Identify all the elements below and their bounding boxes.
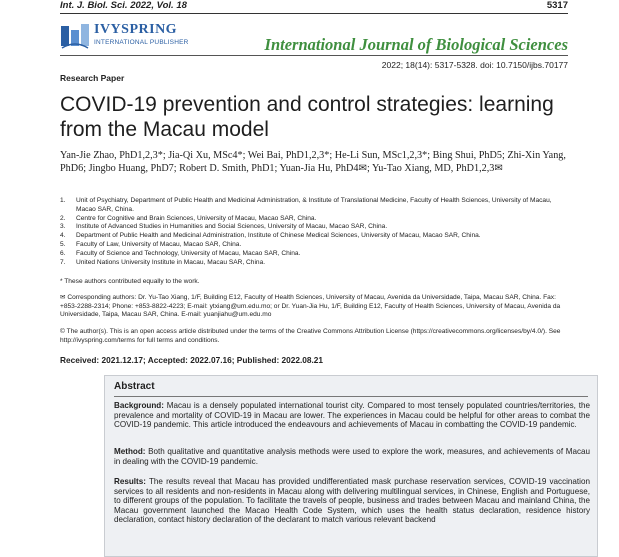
journal-reference: Int. J. Biol. Sci. 2022, Vol. 18	[60, 0, 187, 11]
publisher-subtitle: INTERNATIONAL PUBLISHER	[94, 39, 189, 46]
affiliation-item: 1. Unit of Psychiatry, Department of Public Health and Medicinal Administration, & Institute of Translational Medicine, Faculty of Health Sciences, University of Macau, Macao SAR, China.	[60, 197, 552, 213]
ivyspring-logo-icon	[60, 22, 90, 50]
affiliation-item: 7. United Nations University Institute in Macau, Macau SAR, China.	[60, 258, 266, 266]
page-number: 5317	[546, 0, 568, 11]
affiliation-item: 4. Department of Public Health and Medicinal Administration, Institute of Chinese Medical Sciences, University of Macau, Macao SAR, China.	[60, 232, 481, 240]
affiliation-list	[60, 197, 570, 267]
affiliation-item: 3. Institute of Advanced Studies in Humanities and Social Sciences, University of Macau, Macao SAR, China.	[60, 223, 388, 231]
header-rule	[60, 13, 568, 14]
journal-name: International Journal of Biological Sciences	[264, 35, 568, 54]
abstract-box	[104, 375, 598, 557]
copyright-notice: © The author(s). This is an open access article distributed under the terms of the Creative Commons Attribution License (https://creativecommons.org/licenses/by/4.0/). See http://ivyspring.com/terms for full terms and conditions.	[60, 328, 561, 344]
article-type: Research Paper	[60, 73, 125, 83]
publisher-logo	[60, 20, 190, 52]
masthead-rule	[60, 55, 568, 56]
publisher-name: IVYSPRING	[94, 22, 178, 37]
corresponding-authors: ✉ Corresponding authors: Dr. Yu-Tao Xiang, 1/F, Building E12, Faculty of Health Sciences, University of Macau, Avenida da Universidade, Taipa, Macau SAR, China. Fax: +853-2288-2314; Phone: +853-8822-4223; E-mail: ytxiang@um.edu.mo; or Dr. Yuan-Jia Hu, 1/F, Building E12, Faculty of Health Sciences, University of Macau, Avenida da Universidade, Taipa, Macau SAR, China. E-mail: yuanjiahu@um.edu.mo	[60, 294, 561, 319]
article-title: COVID-19 prevention and control strategies: learning from the Macau model	[60, 93, 554, 141]
abstract-results: Results: The results reveal that Macau has provided undifferentiated mask purchase reservation services, COVID-19 vaccination services to all residents and non-residents in Macau along with delivering multilingual services, in Chinese, English and Portuguese, to different groups of the population. To facilitate the travels of people, business and trades between Macau and mainland China, the Macau government launched the Macao Health Code System, which uses the health status declaration, residence history declaration, contact history declaration of the declarant to match various relevant backend	[114, 477, 590, 525]
abstract-heading: Abstract	[114, 381, 155, 392]
abstract-method: Method: Both qualitative and quantitative analysis methods were used to explore the work, measures, and achievements of Macau in dealing with the COVID-19 pandemic.	[114, 447, 591, 466]
author-list: Yan-Jie Zhao, PhD1,2,3*; Jia-Qi Xu, MSc4*; Wei Bai, PhD1,2,3*; He-Li Sun, MSc1,2,3*; Bing Shui, PhD5; Zhi-Xin Yang, PhD6; Jingbo Huang, PhD7; Robert D. Smith, PhD1; Yuan-Jia Hu, PhD4✉; Yu-Tao Xiang, MD, PhD1,2,3✉	[60, 150, 566, 174]
abstract-background: Background: Macau is a densely populated international tourist city. Compared to most tensely populated countries/territories, the prevalence and mortality of COVID-19 in Macau are lower. The experiences in Macau could be helpful for other areas to combat the COVID-19 pandemic. This article introduced the endeavours and achievements of Macau in combatting the COVID-19 pandemic.	[114, 401, 591, 430]
publication-dates: Received: 2021.12.17; Accepted: 2022.07.16; Published: 2022.08.21	[60, 355, 324, 365]
abstract-rule	[114, 396, 588, 397]
citation-line: 2022; 18(14): 5317-5328. doi: 10.7150/ijbs.70177	[381, 60, 568, 70]
affiliation-item: 2. Centre for Cognitive and Brain Sciences, University of Macau, Macao SAR, China.	[60, 214, 317, 222]
affiliation-item: 6. Faculty of Science and Technology, University of Macau, Macao SAR, China.	[60, 249, 301, 257]
equal-contribution-note: * These authors contributed equally to the work.	[60, 278, 200, 285]
affiliation-item: 5. Faculty of Law, University of Macau, Macao SAR, China.	[60, 240, 242, 248]
running-header	[60, 0, 568, 12]
